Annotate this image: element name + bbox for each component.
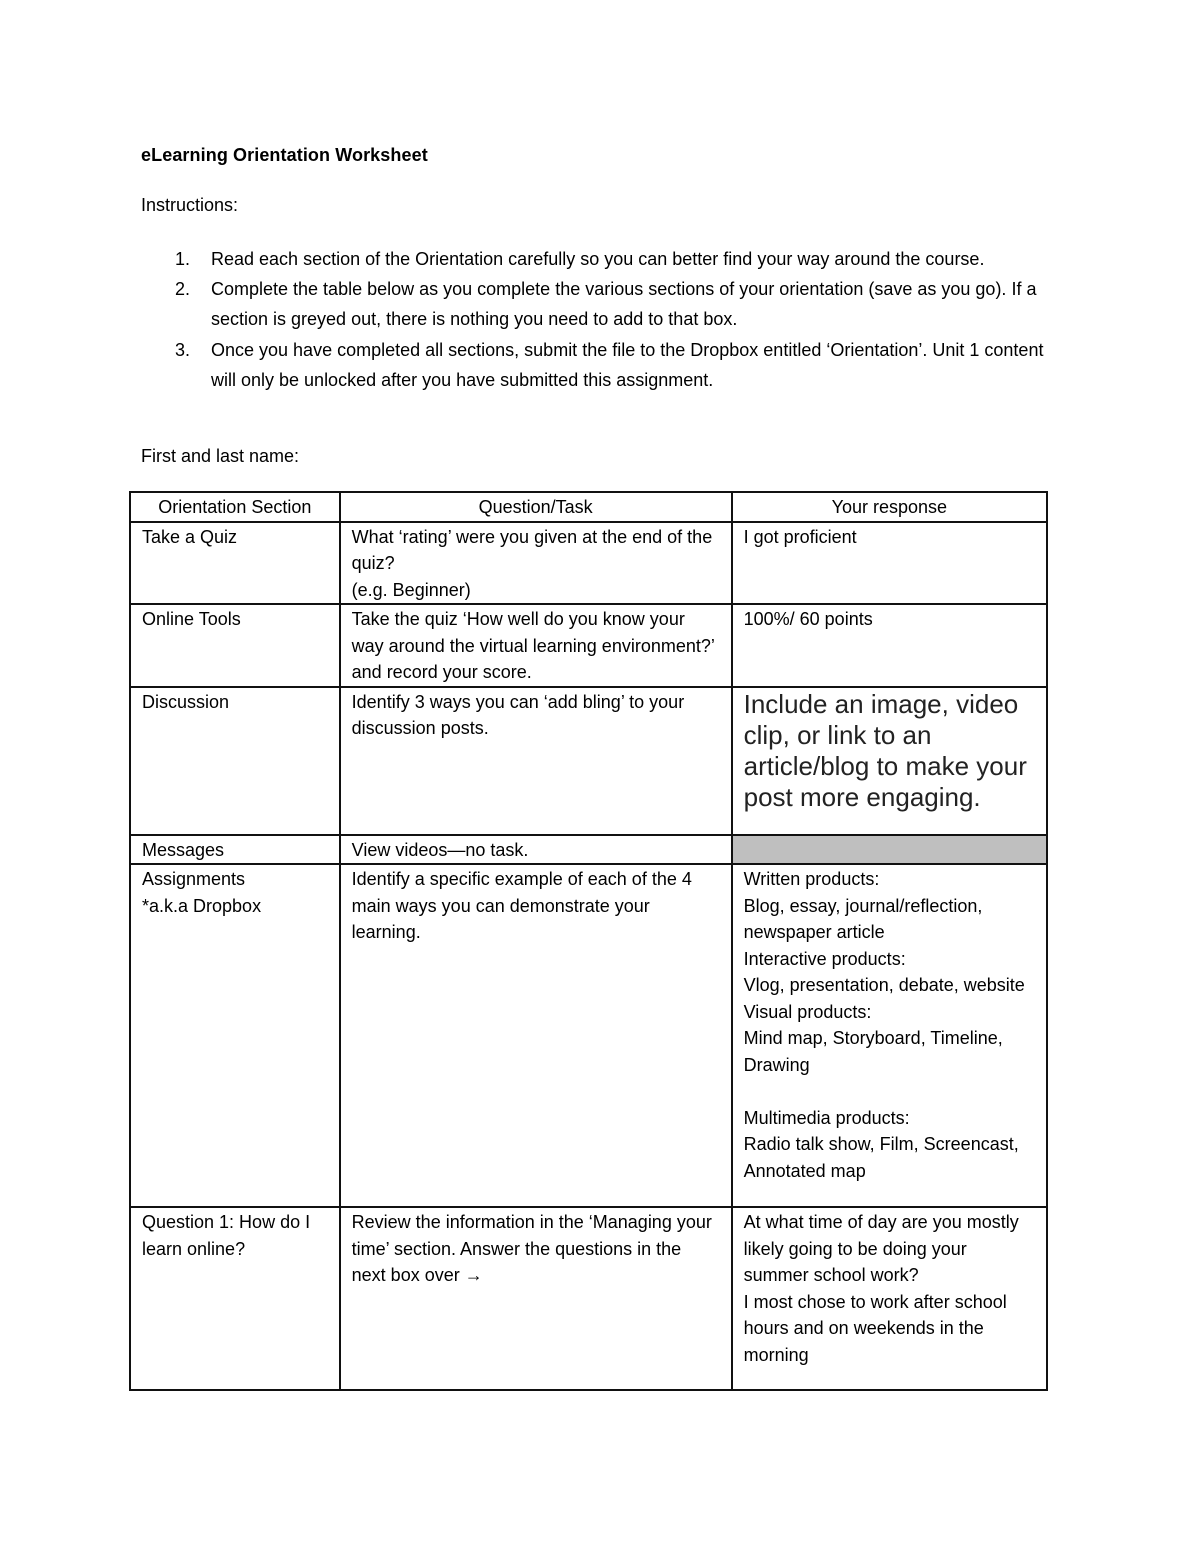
section-text: Question 1: How do I learn online? [142,1212,311,1259]
response-text: Visual products: [743,1001,872,1022]
task-text: Identify a specific example of each of the 4 main ways you can demonstrate your learning. [351,869,692,942]
section-text: Messages [142,839,225,860]
response-text: I got proficient [743,526,857,547]
table-row [130,604,1047,687]
response-text: Include an image, video clip, or link to an article/blog to make your post more engaging. [743,688,1027,812]
table-row [130,1207,1047,1390]
greyed-response-cell [732,835,1047,865]
section-subtext: *a.k.a Dropbox [142,895,262,916]
table-header-row [130,492,1047,522]
header-your-response: Your response [732,492,1047,522]
response-text: Radio talk show, Film, Screencast, Annotated map [743,1134,1019,1181]
section-text: Take a Quiz [142,526,238,547]
response-text: Written products: [743,869,880,889]
task-text: View videos—no task. [351,839,529,860]
section-cell [130,687,340,835]
instruction-number: 1. [175,249,191,269]
instruction-text: Read each section of the Orientation carefully so you can better find your way around the course. [211,249,985,269]
response-text: Mind map, Storyboard, Timeline, Drawing [743,1028,1003,1075]
task-text: What ‘rating’ were you given at the end of the quiz? [351,526,713,573]
name-field-label: First and last name: [141,446,300,466]
task-text: Review the information in the ‘Managing your time’ section. Answer the questions in the next box over → [351,1212,712,1285]
section-cell [130,864,340,1207]
table-row [130,864,1047,1207]
response-text: Vlog, presentation, debate, website [743,975,1025,995]
section-text: Assignments [142,869,246,889]
section-cell [130,604,340,687]
task-text: Identify 3 ways you can ‘add bling’ to your discussion posts. [351,691,685,738]
table-row [130,687,1047,835]
response-cell[interactable] [732,687,1047,835]
response-cell[interactable] [732,604,1047,687]
section-cell [130,522,340,605]
task-cell [340,522,732,605]
task-text: (e.g. Beginner) [351,579,471,600]
instruction-item [141,244,1061,274]
response-cell[interactable] [732,522,1047,605]
instruction-number: 2. [175,279,191,300]
instruction-item [141,335,1061,395]
instruction-text: Complete the table below as you complete the various sections of your orientation (save as you go). If a section is greyed out, there is nothing you need to add to that box. [211,279,1037,330]
orientation-table [129,491,1048,1391]
response-cell[interactable] [732,864,1047,1207]
table-row [130,835,1047,865]
section-text: Online Tools [142,609,241,629]
response-text: Multimedia products: [743,1107,910,1128]
instruction-text: Once you have completed all sections, submit the file to the Dropbox entitled ‘Orientation’. Unit 1 content will only be unlocked after you have submitted this assignment. [211,339,1044,390]
response-text: 100%/ 60 points [743,609,873,629]
response-text: Interactive products: [743,948,906,969]
task-cell [340,1207,732,1390]
instructions-label: Instructions: [141,195,239,215]
section-cell [130,1207,340,1390]
instruction-item [141,274,1061,334]
instruction-number: 3. [175,339,191,360]
header-question-task: Question/Task [340,492,732,522]
response-text: I most chose to work after school hours and on weekends in the morning [743,1291,1007,1365]
header-orientation-section: Orientation Section [130,492,340,522]
section-text: Discussion [142,691,230,712]
task-cell [340,835,732,865]
task-cell [340,864,732,1207]
response-blank-line [744,1078,1035,1105]
instructions-list [141,244,1061,395]
response-text: Blog, essay, journal/reflection, newspaper article [743,895,983,942]
response-text: At what time of day are you mostly likely going to be doing your summer school work? [743,1212,1019,1285]
document-title: eLearning Orientation Worksheet [141,145,428,165]
section-cell [130,835,340,865]
table-row [130,522,1047,605]
response-cell[interactable] [732,1207,1047,1390]
task-cell [340,604,732,687]
task-text: Take the quiz ‘How well do you know your way around the virtual learning environment?’ and record your score. [351,609,715,682]
task-cell [340,687,732,835]
